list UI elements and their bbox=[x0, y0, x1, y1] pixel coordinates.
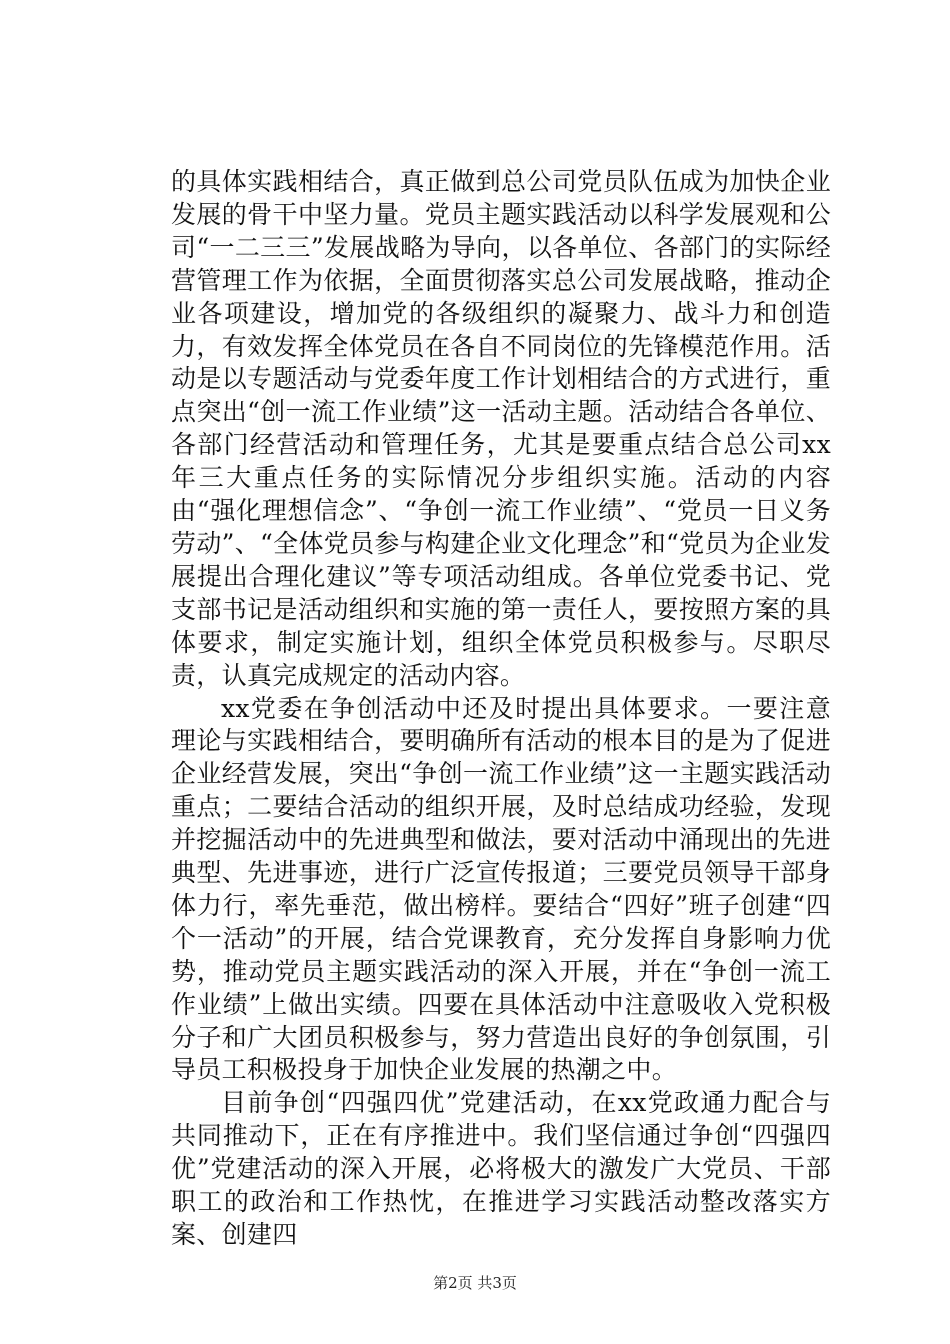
document-body bbox=[171, 166, 831, 1252]
page-number-footer: 第2页 共3页 bbox=[433, 1274, 517, 1292]
paragraph-2: xx党委在争创活动中还及时提出具体要求。一要注意理论与实践相结合，要明确所有活动的根本目的是为了促进企业经营发展，突出“争创一流工作业绩”这一主题实践活动重点；二要结合活动的组织开展，及时总结成功经验，发现并挖掘活动中的先进典型和做法，要对活动中涌现出的先进典型、先进事迹，进行广泛宣传报道；三要党员领导干部身体力行，率先垂范，做出榜样。要结合“四好”班子创建“四个一活动”的开展，结合党课教育，充分发挥自身影响力优势，推动党员主题实践活动的深入开展，并在“争创一流工作业绩”上做出实绩。四要在具体活动中注意吸收入党积极分子和广大团员积极参与，努力营造出良好的争创氛围，引导员工积极投身于加快企业发展的热潮之中。 bbox=[171, 693, 831, 1085]
paragraph-3: 目前争创“四强四优”党建活动，在xx党政通力配合与共同推动下，正在有序推进中。我们坚信通过争创“四强四优”党建活动的深入开展，必将极大的激发广大党员、干部职工的政治和工作热忱，在推进学习实践活动整改落实方案、创建四 bbox=[171, 1088, 831, 1249]
paragraph-1: 的具体实践相结合，真正做到总公司党员队伍成为加快企业发展的骨干中坚力量。党员主题实践活动以科学发展观和公司“一二三三”发展战略为导向，以各单位、各部门的实际经营管理工作为依据，全面贯彻落实总公司发展战略，推动企业各项建设，增加党的各级组织的凝聚力、战斗力和创造力，有效发挥全体党员在各自不同岗位的先锋模范作用。活动是以专题活动与党委年度工作计划相结合的方式进行，重点突出“创一流工作业绩”这一活动主题。活动结合各单位、各部门经营活动和管理任务，尤其是要重点结合总公司xx年三大重点任务的实际情况分步组织实施。活动的内容由“强化理想信念”、“争创一流工作业绩”、“党员一日义务劳动”、“全体党员参与构建企业文化理念”和“党员为企业发展提出合理化建议”等专项活动组成。各单位党委书记、党支部书记是活动组织和实施的第一责任人，要按照方案的具体要求，制定实施计划，组织全体党员积极参与。尽职尽责，认真完成规定的活动内容。 bbox=[171, 167, 831, 690]
